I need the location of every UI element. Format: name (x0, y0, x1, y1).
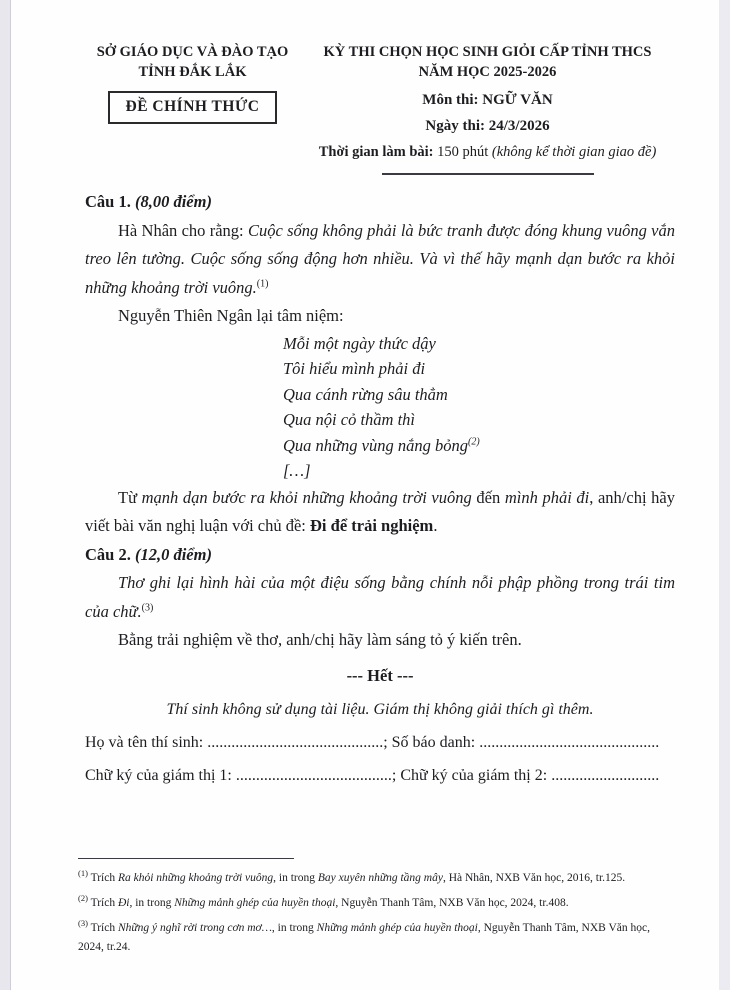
question2-task: Bằng trải nghiệm về thơ, anh/chị hãy làm sáng tỏ ý kiến trên. (118, 630, 522, 649)
question1-heading (85, 188, 675, 217)
question2-points: (12,0 điểm) (130, 544, 212, 564)
scan-edge-left (0, 0, 11, 990)
page-content (85, 42, 675, 790)
question1-points: (8,00 điểm) (130, 192, 212, 211)
q1-task-quote1: mạnh dạn bước ra khỏi những khoảng trời vuông (141, 487, 472, 507)
proctor-signature-line: Chữ ký của giám thị 1: .......................................; Chữ ký của giám thị 2: ........................... (85, 766, 660, 784)
q2-quote-text: Thơ ghi lại hình hài của một điệu sống bằng chính nỗi phập phồng trong trái tim của chữ. (85, 573, 675, 621)
header-exam-block (300, 42, 675, 175)
duration-label: Thời gian làm bài: (318, 144, 434, 160)
footnote-2-pre: Trích (87, 896, 118, 909)
poem-line-text: Qua những vùng nắng bỏng (283, 435, 468, 455)
poem-line: Mỗi một ngày thức dậy (283, 333, 436, 353)
school-year: NĂM HỌC 2025-2026 (418, 64, 557, 80)
footnote-1-pre: Trích (87, 871, 118, 884)
footnote-2-tail: , Nguyễn Thanh Tâm, NXB Văn học, 2024, tr.408. (335, 896, 569, 909)
footnotes-section (78, 858, 678, 957)
question1-label: Câu 1. (85, 192, 131, 211)
footnote-1-tail: , Hà Nhân, NXB Văn học, 2016, tr.125. (442, 871, 626, 884)
footnote-1 (78, 863, 678, 888)
exam-regulation-note: Thí sinh không sử dụng tài liệu. Giám thị không giải thích gì thêm. (166, 700, 594, 718)
header-divider (382, 173, 594, 175)
poem-ellipsis: […] (283, 461, 311, 480)
footnote-ref-2: (2) (468, 436, 480, 447)
question2-label: Câu 2. (85, 544, 131, 564)
footnote-1-mid: , in trong (273, 871, 318, 884)
footnote-2-marker: (2) (78, 892, 88, 903)
q1-intro-lead: Hà Nhân cho rằng: (118, 220, 248, 240)
exam-date: Ngày thi: 24/3/2026 (425, 118, 550, 134)
exam-subject: Môn thi: NGỮ VĂN (422, 92, 553, 108)
duration-note: (không kể thời gian giao đề) (491, 144, 657, 160)
poem-line: Qua cánh rừng sâu thẳm (283, 384, 448, 404)
end-of-exam-mark: --- Hết --- (346, 665, 414, 685)
q1-task-tail: , anh/chị hãy viết bài văn nghị luận với chủ đề: (85, 487, 675, 535)
footnote-3-tail: , Nguyễn Thanh Tâm, NXB Văn học, 2024, tr.24. (78, 921, 651, 954)
duration-value: 150 phút (433, 144, 492, 160)
q1-intro-quote: Cuộc sống không phải là bức tranh được đóng khung vuông vắn treo lên tường. Cuộc sống sống động hơn nhiều. Và vì thế hãy mạnh dạn bước ra khỏi những khoảng trời vuông. (85, 220, 675, 297)
exam-title: KỲ THI CHỌN HỌC SINH GIỎI CẤP TỈNH THCS (323, 44, 652, 60)
exam-header (85, 42, 675, 175)
q1-task-mid: đến (471, 487, 505, 507)
footnote-2-book-title: Những mảnh ghép của huyền thoại (174, 896, 336, 909)
footnote-1-marker: (1) (78, 868, 88, 878)
exam-body (85, 188, 675, 790)
issuer-department: SỞ GIÁO DỤC VÀ ĐÀO TẠO (96, 44, 289, 60)
q1-task-topic: Đi để trải nghiệm (310, 516, 434, 535)
poem-line: Qua nội cỏ thầm thì (283, 410, 415, 429)
q1-task-quote2: mình phải đi (504, 487, 590, 507)
question2-quote (85, 569, 675, 626)
footnote-3-pre: Trích (87, 921, 118, 934)
question1-intro (85, 217, 675, 303)
footnote-3-book-title: Những mảnh ghép của huyền thoại (316, 921, 478, 934)
official-exam-stamp: ĐỀ CHÍNH THỨC (108, 91, 278, 124)
poem-line (283, 433, 675, 459)
footnote-divider (78, 858, 294, 859)
footnote-1-work-title: Ra khỏi những khoảng trời vuông (117, 871, 274, 884)
footnote-3-mid: , in trong (271, 921, 317, 934)
exam-duration (300, 139, 675, 165)
header-issuer-block (85, 42, 300, 175)
footnote-2-work-title: Đi (117, 896, 130, 909)
candidate-info-line: Họ và tên thí sinh: ............................................; Số báo danh: ............................................. (85, 733, 660, 751)
footnote-1-book-title: Bay xuyên những tầng mây (317, 871, 443, 884)
question2-heading (85, 541, 675, 570)
footnote-3 (78, 913, 678, 958)
q1-task-lead: Từ (118, 487, 142, 507)
scan-edge-right (719, 0, 730, 990)
poem-block (283, 331, 675, 484)
question1-poet-line: Nguyễn Thiên Ngân lại tâm niệm: (118, 306, 344, 325)
issuer-province: TỈNH ĐẮK LẮK (138, 64, 247, 80)
footnote-ref-1: (1) (256, 278, 269, 289)
footnote-3-marker: (3) (78, 917, 88, 928)
footnote-3-work-title: Những ý nghĩ rời trong cơn mơ… (117, 921, 272, 934)
q1-task-end: . (433, 516, 438, 535)
footnote-ref-3: (3) (141, 602, 154, 613)
question1-task (85, 484, 675, 541)
poem-line: Tôi hiểu mình phải đi (283, 359, 426, 378)
footnote-2-mid: , in trong (129, 896, 175, 909)
footnote-2 (78, 888, 678, 913)
